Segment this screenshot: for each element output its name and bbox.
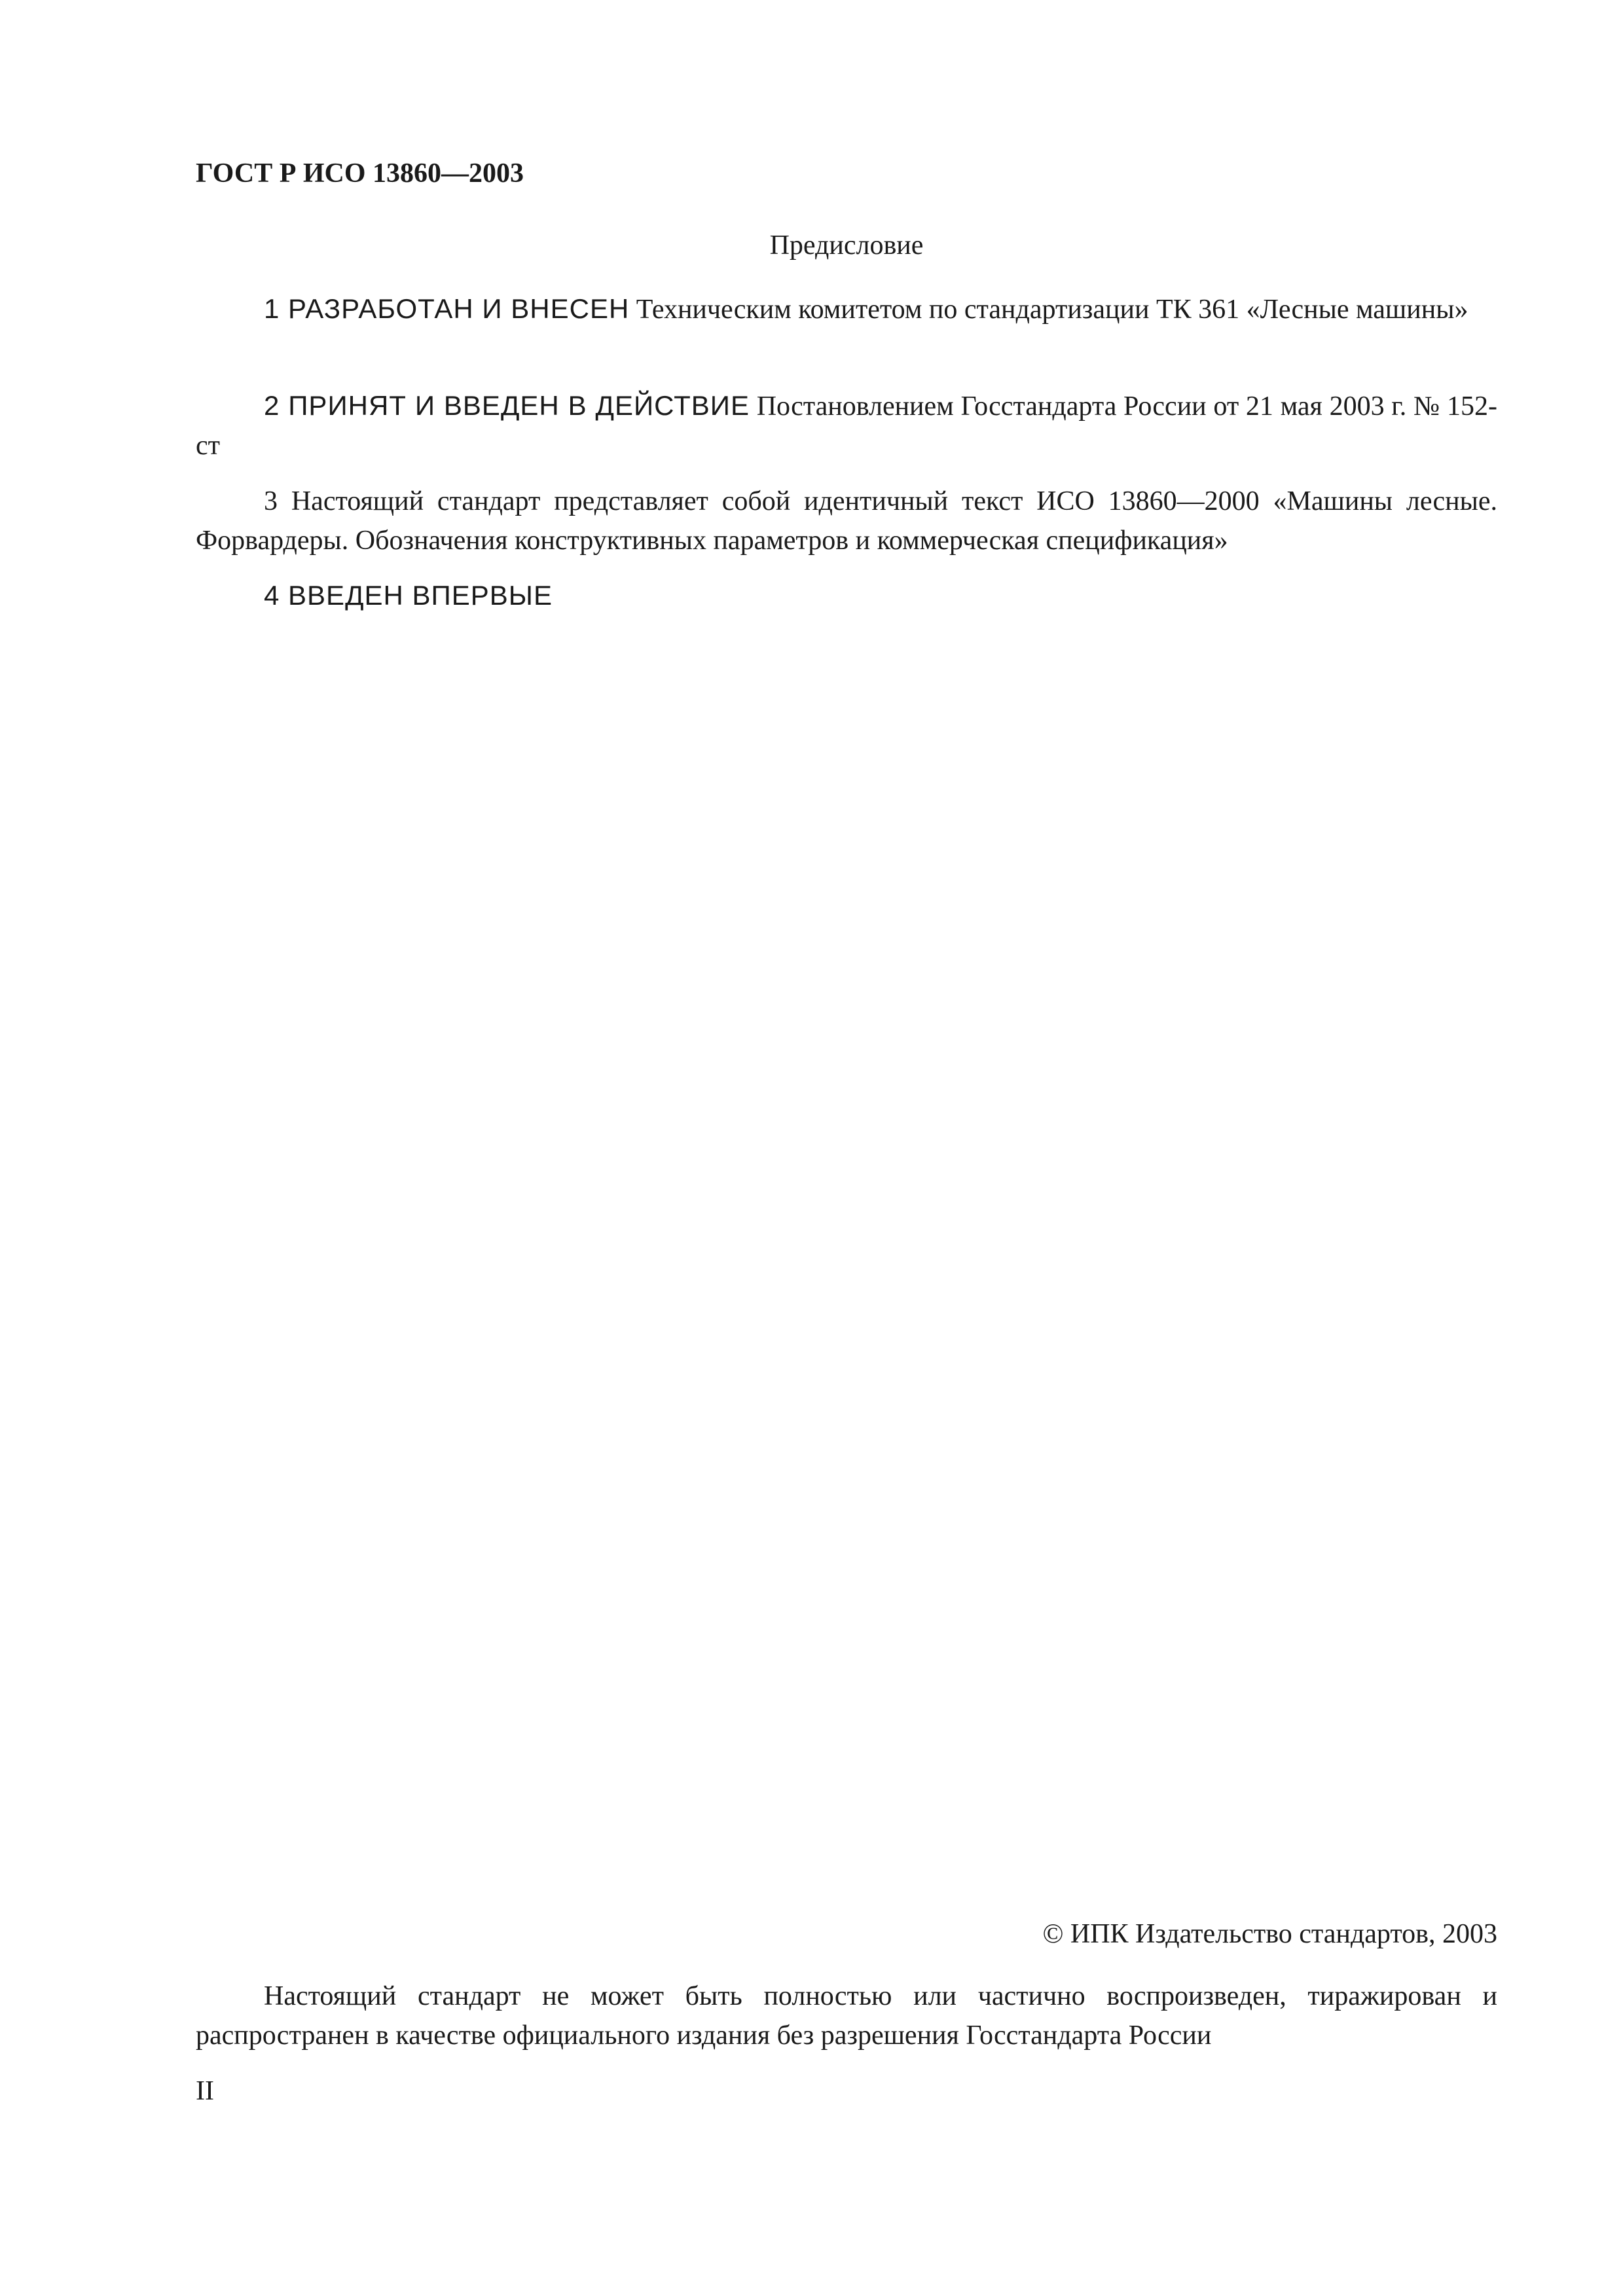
copyright-line: © ИПК Издательство стандартов, 2003 [1042,1919,1497,1949]
preface-title: Предисловие [769,230,924,260]
preface-item-3-text: 3 Настоящий стандарт представляет собой идентичный текст ИСО 13860—2000 «Машины лесные. Форвардеры. Обозначения конструктивных параметров и коммерческая спецификация» [196,486,1497,556]
reproduction-notice: Настоящий стандарт не может быть полностью или частично воспроизведен, тиражирован и распространен в качестве официального издания без разрешения Госстандарта России [196,1981,1497,2051]
preface-item-1 [196,289,1497,329]
page-number: II [196,2076,214,2106]
preface-item-4-lead: 4 ВВЕДЕН ВПЕРВЫЕ [264,580,553,611]
preface-item-1-lead: 1 РАЗРАБОТАН И ВНЕСЕН [264,293,630,324]
preface-item-4 [196,576,1497,616]
preface-item-1-text: Техническим комитетом по стандартизации ТК 361 «Лесные машины» [629,295,1468,325]
document-code: ГОСТ Р ИСО 13860—2003 [196,158,524,188]
preface-item-2-text: Постановлением Госстандарта России от 21 мая 2003 г. № 152-ст [196,391,1497,461]
preface-item-2-lead: 2 ПРИНЯТ И ВВЕДЕН В ДЕЙСТВИЕ [264,390,750,421]
preface-item-2 [196,386,1497,465]
preface-item-3 [196,482,1497,560]
